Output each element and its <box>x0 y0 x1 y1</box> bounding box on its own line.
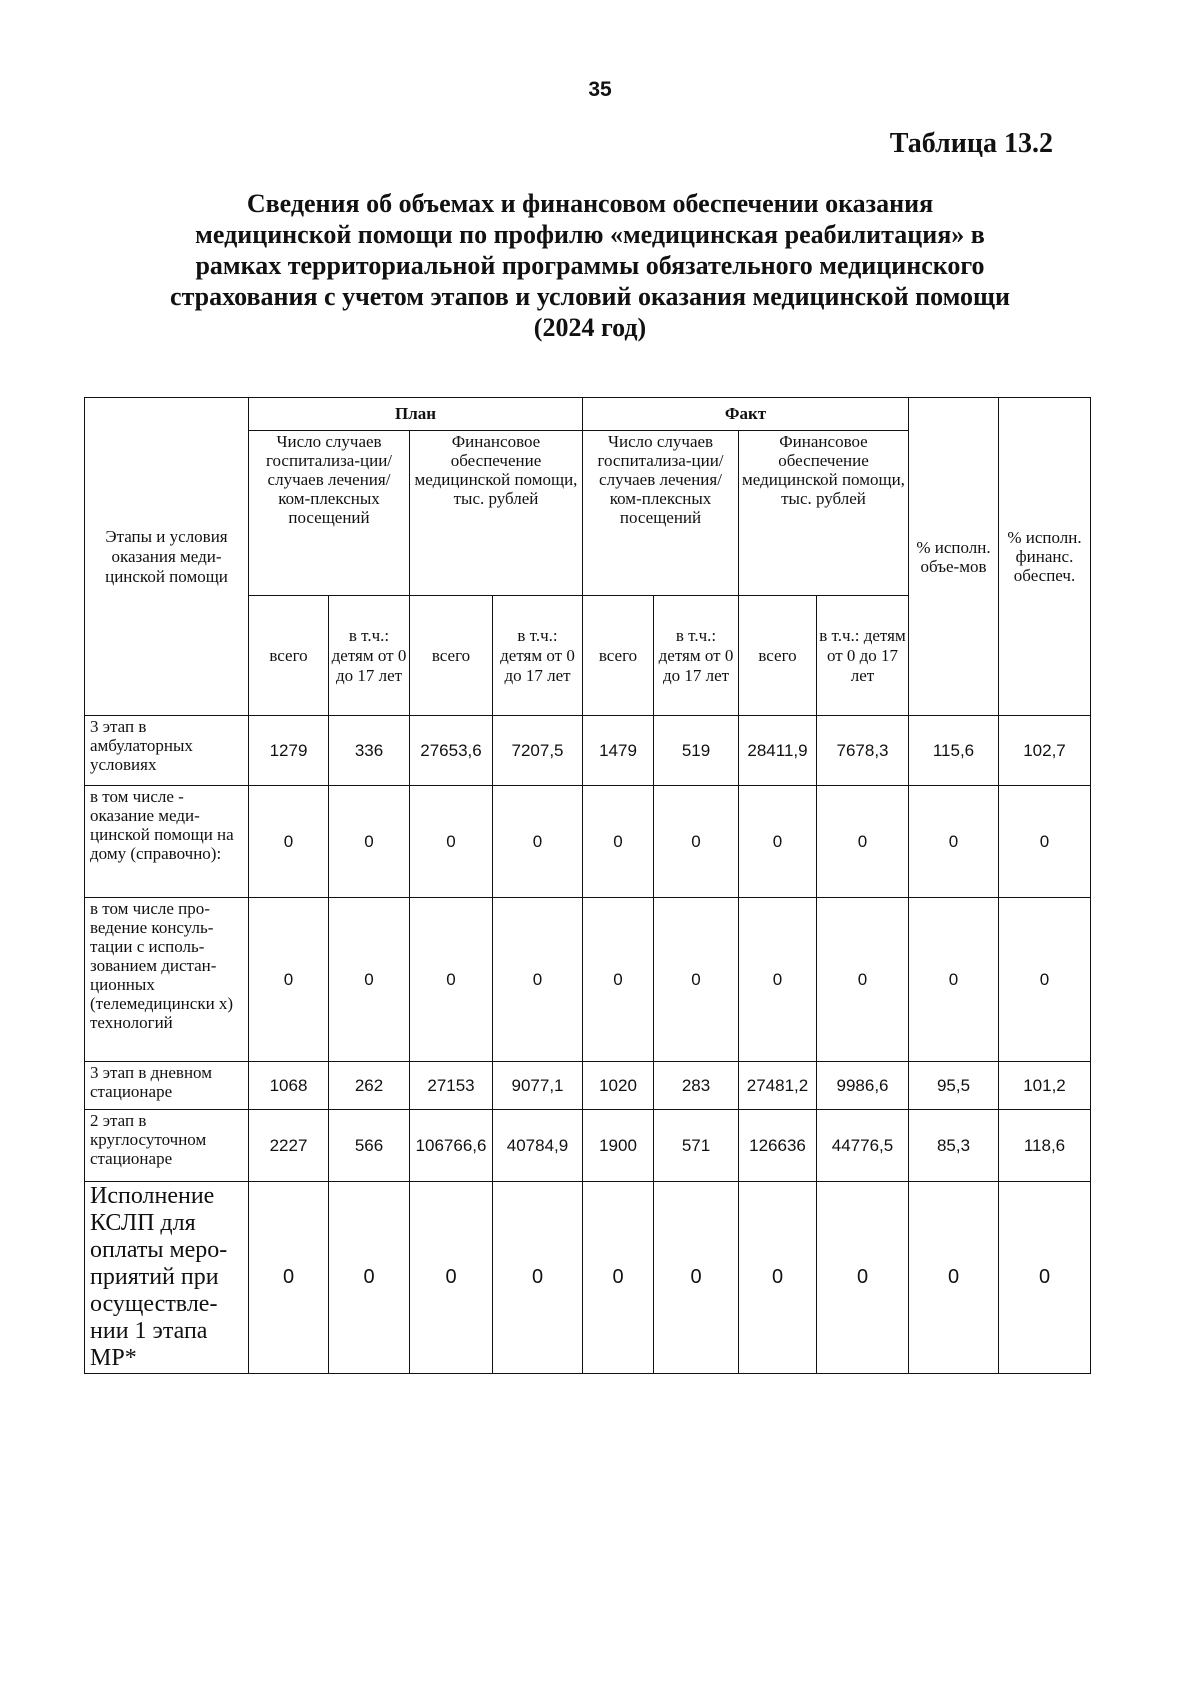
subheader-children: в т.ч.: детям от 0 до 17 лет <box>493 596 583 716</box>
cell-value: 0 <box>493 786 583 898</box>
cell-value: 9077,1 <box>493 1062 583 1110</box>
cell-value: 0 <box>739 786 817 898</box>
row-stage-label: Исполнение КСЛП для оплаты меро-приятий при осуществле-нии 1 этапа МР* <box>85 1182 249 1374</box>
header-plan-finance: Финансовое обеспечение медицинской помощи, тыс. рублей <box>410 431 583 596</box>
cell-value: 0 <box>654 898 739 1062</box>
title-line: Сведения об объемах и финансовом обеспечении оказания <box>246 189 934 218</box>
subheader-total: всего <box>249 596 329 716</box>
cell-value: 571 <box>654 1110 739 1182</box>
cell-value: 0 <box>249 786 329 898</box>
cell-value: 1900 <box>583 1110 654 1182</box>
cell-value: 0 <box>583 786 654 898</box>
cell-value: 27653,6 <box>410 716 493 786</box>
row-stage-label: 2 этап в круглосуточном стационаре <box>85 1110 249 1182</box>
title-line: медицинской помощи по профилю «медицинская реабилитация» в <box>195 220 985 249</box>
subheader-children: в т.ч.: детям от 0 до 17 лет <box>654 596 739 716</box>
cell-value: 0 <box>739 898 817 1062</box>
cell-value: 0 <box>999 1182 1091 1374</box>
cell-value: 118,6 <box>999 1110 1091 1182</box>
table-row <box>85 716 1091 786</box>
subheader-total: всего <box>410 596 493 716</box>
title-line: (2024 год) <box>533 313 647 342</box>
cell-value: 262 <box>329 1062 410 1110</box>
cell-value: 9986,6 <box>817 1062 909 1110</box>
cell-value: 0 <box>739 1182 817 1374</box>
table-label: Таблица 13.2 <box>889 128 1053 159</box>
cell-value: 0 <box>249 1182 329 1374</box>
page-number: 35 <box>588 78 612 101</box>
cell-value: 0 <box>999 898 1091 1062</box>
cell-value: 0 <box>583 1182 654 1374</box>
cell-value: 0 <box>654 1182 739 1374</box>
header-pct-finance: % исполн. финанс. обеспеч. <box>999 398 1091 716</box>
rehab-table <box>84 397 1091 1374</box>
subheader-total: всего <box>583 596 654 716</box>
cell-value: 0 <box>410 786 493 898</box>
cell-value: 336 <box>329 716 410 786</box>
cell-value: 28411,9 <box>739 716 817 786</box>
cell-value: 0 <box>493 898 583 1062</box>
cell-value: 0 <box>410 898 493 1062</box>
cell-value: 106766,6 <box>410 1110 493 1182</box>
cell-value: 7207,5 <box>493 716 583 786</box>
cell-value: 0 <box>654 786 739 898</box>
header-fact-cases: Число случаев госпитализа-ции/ случаев лечения/ ком-плексных посещений <box>583 431 739 596</box>
table-row <box>85 1062 1091 1110</box>
row-stage-label: в том числе - оказание меди-цинской помощи на дому (справочно): <box>85 786 249 898</box>
subheader-children: в т.ч.: детям от 0 до 17 лет <box>817 596 909 716</box>
table-row <box>85 1182 1091 1374</box>
cell-value: 0 <box>410 1182 493 1374</box>
cell-value: 115,6 <box>909 716 999 786</box>
cell-value: 566 <box>329 1110 410 1182</box>
cell-value: 0 <box>329 1182 410 1374</box>
cell-value: 1279 <box>249 716 329 786</box>
cell-value: 1068 <box>249 1062 329 1110</box>
cell-value: 7678,3 <box>817 716 909 786</box>
row-stage-label: 3 этап в амбулаторных условиях <box>85 716 249 786</box>
cell-value: 126636 <box>739 1110 817 1182</box>
cell-value: 27153 <box>410 1062 493 1110</box>
row-stage-label: в том числе про-ведение консуль-тации с исполь-зованием дистан-ционных (телемедицински х) технологий <box>85 898 249 1062</box>
header-plan: План <box>249 398 583 431</box>
cell-value: 0 <box>817 1182 909 1374</box>
title-line: страхования с учетом этапов и условий оказания медицинской помощи <box>170 282 1010 311</box>
row-stage-label: 3 этап в дневном стационаре <box>85 1062 249 1110</box>
cell-value: 2227 <box>249 1110 329 1182</box>
cell-value: 0 <box>909 1182 999 1374</box>
cell-value: 519 <box>654 716 739 786</box>
subheader-total: всего <box>739 596 817 716</box>
header-stage: Этапы и условия оказания меди-цинской помощи <box>85 398 249 716</box>
table-row <box>85 786 1091 898</box>
cell-value: 283 <box>654 1062 739 1110</box>
cell-value: 44776,5 <box>817 1110 909 1182</box>
cell-value: 0 <box>909 786 999 898</box>
header-fact: Факт <box>583 398 909 431</box>
cell-value: 0 <box>329 898 410 1062</box>
cell-value: 0 <box>909 898 999 1062</box>
cell-value: 95,5 <box>909 1062 999 1110</box>
cell-value: 1479 <box>583 716 654 786</box>
table-row <box>85 898 1091 1062</box>
title-line: рамках территориальной программы обязательного медицинского <box>195 251 985 280</box>
cell-value: 0 <box>583 898 654 1062</box>
cell-value: 40784,9 <box>493 1110 583 1182</box>
cell-value: 101,2 <box>999 1062 1091 1110</box>
cell-value: 27481,2 <box>739 1062 817 1110</box>
subheader-children: в т.ч.: детям от 0 до 17 лет <box>329 596 410 716</box>
table-row <box>85 1110 1091 1182</box>
cell-value: 0 <box>817 786 909 898</box>
cell-value: 0 <box>329 786 410 898</box>
cell-value: 1020 <box>583 1062 654 1110</box>
cell-value: 85,3 <box>909 1110 999 1182</box>
cell-value: 0 <box>999 786 1091 898</box>
header-plan-cases: Число случаев госпитализа-ции/ случаев лечения/ ком-плексных посещений <box>249 431 410 596</box>
cell-value: 102,7 <box>999 716 1091 786</box>
cell-value: 0 <box>249 898 329 1062</box>
cell-value: 0 <box>817 898 909 1062</box>
document-title <box>100 188 1080 343</box>
header-pct-volume: % исполн. объе-мов <box>909 398 999 716</box>
cell-value: 0 <box>493 1182 583 1374</box>
header-fact-finance: Финансовое обеспечение медицинской помощи, тыс. рублей <box>739 431 909 596</box>
